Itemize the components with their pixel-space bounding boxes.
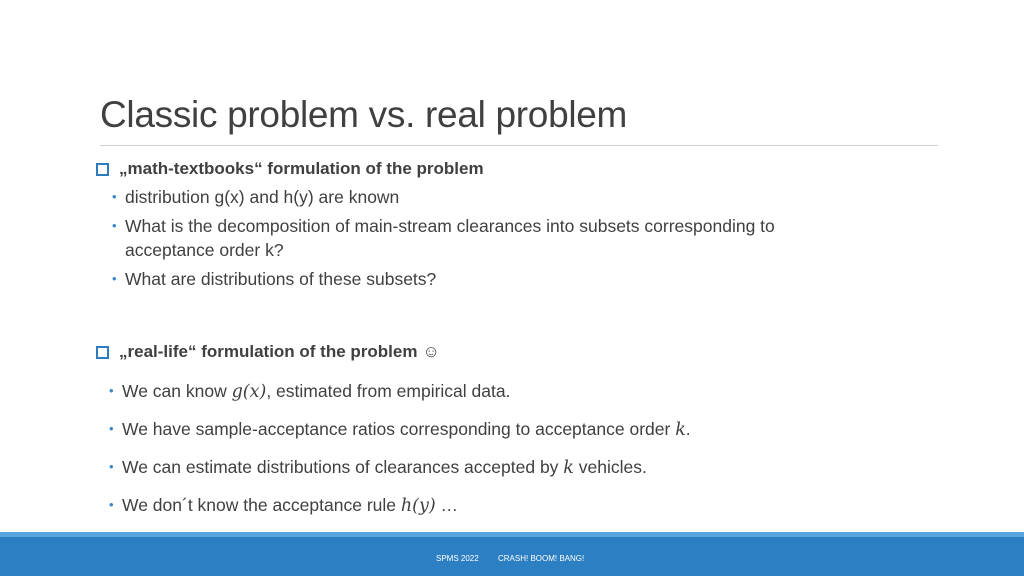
bullet-dot-icon: • xyxy=(109,497,114,512)
list-item: • We can know g(x), estimated from empirical data. xyxy=(109,381,511,402)
slide-title: Classic problem vs. real problem xyxy=(100,94,628,135)
list-item: • What are distributions of these subsets? xyxy=(112,269,437,289)
list-item: • We don´t know the acceptance rule h(y) … xyxy=(109,495,459,516)
checkbox-bullet-icon xyxy=(96,346,109,359)
math-expression: g(x) xyxy=(231,382,267,402)
section-heading-text: „real-life“ formulation of the problem xyxy=(119,342,418,361)
math-expression: k xyxy=(675,420,686,440)
section-heading-math-textbooks xyxy=(96,159,484,179)
footer-conference: SPMS 2022 xyxy=(436,554,479,563)
smiley-icon: ☺ xyxy=(422,342,440,361)
checkbox-bullet-icon xyxy=(96,163,109,176)
bullet-dot-icon: • xyxy=(112,218,117,233)
bullet-dot-icon: • xyxy=(109,383,114,398)
bullet-dot-icon: • xyxy=(109,459,114,474)
math-expression: k xyxy=(563,458,574,478)
bullet-dot-icon: • xyxy=(112,271,117,286)
section-heading-real-life xyxy=(96,342,440,362)
list-item: • We have sample-acceptance ratios corresponding to acceptance order k. xyxy=(109,419,691,440)
footer-tagline: CRASH! BOOM! BANG! xyxy=(498,554,585,563)
list-item: • distribution g(x) and h(y) are known xyxy=(112,187,400,207)
list-item: • What is the decomposition of main-stream clearances into subsets corresponding to xyxy=(112,216,775,236)
section-heading-text: „math-textbooks“ formulation of the problem xyxy=(119,159,484,178)
list-item: • We can estimate distributions of clearances accepted by k vehicles. xyxy=(109,457,647,478)
list-item-continuation: acceptance order k? xyxy=(125,240,284,260)
bullet-dot-icon: • xyxy=(109,421,114,436)
bullet-dot-icon: • xyxy=(112,189,117,204)
math-expression: h(y) xyxy=(400,496,436,516)
title-divider xyxy=(100,145,938,146)
